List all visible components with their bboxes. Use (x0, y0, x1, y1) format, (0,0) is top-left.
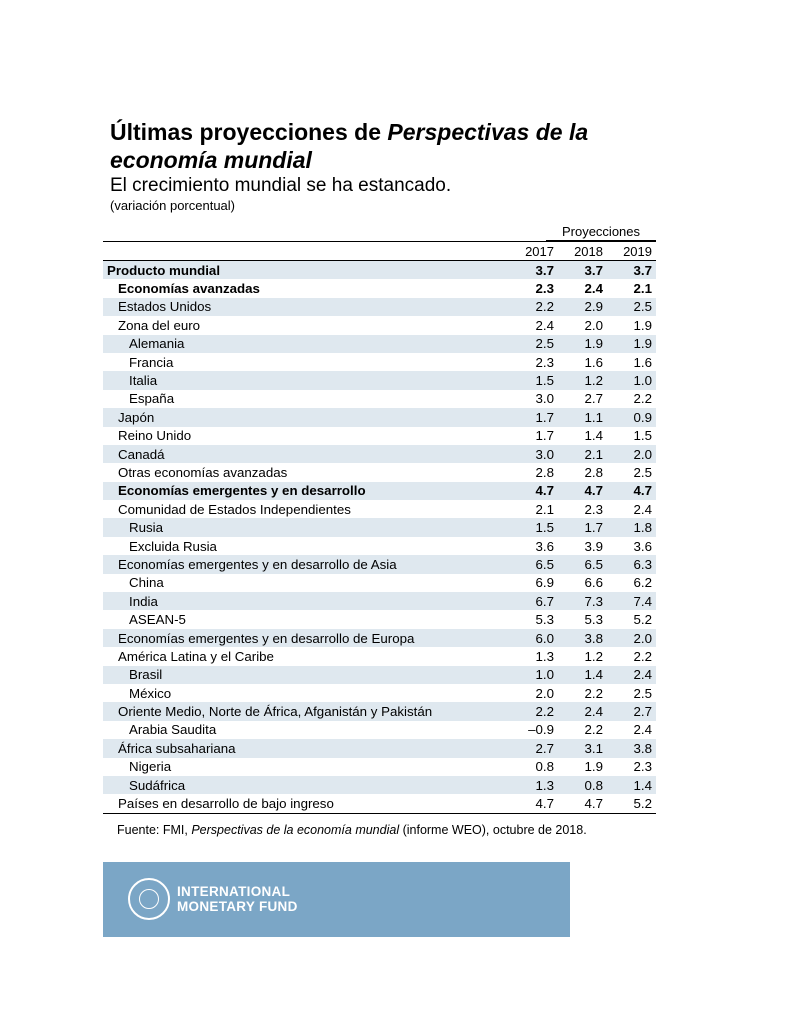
row-label: Excluida Rusia (129, 538, 217, 554)
row-value: 6.5 (584, 556, 603, 572)
row-value: 2.0 (633, 630, 652, 646)
row-value: 3.0 (535, 446, 554, 462)
row-value: 1.3 (535, 648, 554, 664)
row-value: 1.8 (633, 520, 652, 536)
row-label: Brasil (129, 667, 163, 683)
row-value: 2.4 (584, 281, 603, 297)
row-label: América Latina y el Caribe (118, 648, 274, 664)
source-italic: Perspectivas de la economía mundial (191, 823, 400, 837)
table-row (103, 537, 656, 555)
source-note (117, 823, 587, 837)
row-value: 1.9 (584, 759, 603, 775)
row-value: 2.5 (633, 464, 652, 480)
row-value: 4.7 (584, 483, 603, 499)
projections-label: Proyecciones (561, 224, 641, 239)
row-label: Canadá (118, 446, 165, 462)
row-value: 2.5 (633, 685, 652, 701)
row-value: 7.3 (584, 593, 603, 609)
row-label: Otras economías avanzadas (118, 464, 288, 480)
row-value: 1.5 (633, 428, 652, 444)
year-header: 2019 (623, 243, 652, 259)
row-label: Producto mundial (107, 262, 221, 278)
row-label: Oriente Medio, Norte de África, Afganistán y Pakistán (118, 704, 433, 720)
row-value: 0.8 (584, 777, 603, 793)
row-value: 6.5 (535, 556, 554, 572)
units-note: (variación porcentual) (110, 198, 236, 213)
row-label: Nigeria (129, 759, 172, 775)
row-label: México (129, 685, 172, 701)
imf-banner (103, 862, 570, 937)
year-header: 2018 (574, 243, 603, 259)
row-value: 6.7 (535, 593, 554, 609)
row-value: 5.2 (633, 796, 652, 812)
row-value: 6.6 (584, 575, 603, 591)
table-row (103, 610, 656, 628)
row-value: 2.4 (584, 704, 603, 720)
row-value: 1.9 (584, 336, 603, 352)
row-value: 1.4 (584, 428, 603, 444)
table-row (103, 298, 656, 316)
row-value: 1.9 (633, 336, 652, 352)
row-value: 2.4 (633, 722, 652, 738)
row-value: 1.6 (584, 354, 603, 370)
row-label: Alemania (129, 336, 185, 352)
row-value: 1.1 (584, 409, 603, 425)
row-label: Francia (129, 354, 174, 370)
row-value: 2.5 (633, 299, 652, 315)
row-label: Arabia Saudita (129, 722, 217, 738)
year-header-row (103, 241, 656, 260)
table-row (103, 408, 656, 426)
row-value: 2.0 (633, 446, 652, 462)
row-value: 5.3 (535, 612, 554, 628)
row-value: 3.9 (584, 538, 603, 554)
source-suffix: (informe WEO), octubre de 2018. (399, 823, 587, 837)
row-label: África subsahariana (118, 740, 236, 756)
title-italic-text: Perspectivas de la economía mundial (110, 119, 589, 173)
row-value: 1.2 (584, 648, 603, 664)
source-prefix: Fuente: FMI, (117, 823, 192, 837)
row-value: 2.2 (633, 648, 652, 664)
imf-logo-text (177, 884, 298, 914)
row-value: 1.4 (633, 777, 652, 793)
row-label: China (129, 575, 164, 591)
table-row (103, 592, 656, 610)
row-value: 2.2 (584, 722, 603, 738)
logo-line-2: MONETARY FUND (177, 899, 298, 914)
row-value: 4.7 (633, 483, 652, 499)
row-value: 2.2 (535, 704, 554, 720)
row-value: 2.0 (584, 317, 603, 333)
row-label: ASEAN-5 (129, 612, 186, 628)
table-row (103, 279, 656, 297)
table-row (103, 647, 656, 665)
row-label: Economías emergentes y en desarrollo de Asia (118, 556, 397, 572)
row-value: 2.3 (633, 759, 652, 775)
row-label: Economías avanzadas (118, 281, 260, 297)
table-row (103, 629, 656, 647)
row-value: 2.3 (535, 281, 554, 297)
row-label: Comunidad de Estados Independientes (118, 501, 351, 517)
table-row (103, 739, 656, 757)
row-value: 4.7 (535, 796, 554, 812)
row-label: Estados Unidos (118, 299, 212, 315)
row-value: 1.7 (535, 428, 554, 444)
row-value: 2.2 (584, 685, 603, 701)
page-title (110, 118, 670, 174)
row-label: Sudáfrica (129, 777, 186, 793)
row-value: 2.8 (535, 464, 554, 480)
row-value: 0.8 (535, 759, 554, 775)
row-value: 2.3 (584, 501, 603, 517)
table-row (103, 427, 656, 445)
row-value: 3.1 (584, 740, 603, 756)
table-row (103, 390, 656, 408)
title-text: Últimas proyecciones de (110, 119, 388, 145)
table-bottom-rule (103, 813, 656, 814)
table-row (103, 776, 656, 794)
table-body (103, 260, 656, 813)
table-row (103, 445, 656, 463)
row-value: 1.9 (633, 317, 652, 333)
table-row (103, 666, 656, 684)
row-value: 5.3 (584, 612, 603, 628)
row-value: –0.9 (528, 722, 554, 738)
table-row (103, 316, 656, 334)
row-value: 2.2 (633, 391, 652, 407)
row-value: 2.3 (535, 354, 554, 370)
table-row (103, 482, 656, 500)
row-value: 2.4 (633, 667, 652, 683)
year-header: 2017 (525, 243, 554, 259)
projections-table (103, 223, 656, 814)
row-value: 2.1 (584, 446, 603, 462)
table-row (103, 335, 656, 353)
row-value: 1.2 (584, 373, 603, 389)
row-value: 3.6 (535, 538, 554, 554)
row-value: 1.6 (633, 354, 652, 370)
row-value: 2.9 (584, 299, 603, 315)
row-value: 3.8 (633, 740, 652, 756)
row-value: 3.7 (535, 262, 554, 278)
row-value: 2.4 (633, 501, 652, 517)
row-value: 6.9 (535, 575, 554, 591)
row-value: 2.1 (633, 281, 652, 297)
row-value: 2.7 (535, 740, 554, 756)
row-label: India (129, 593, 158, 609)
row-value: 2.0 (535, 685, 554, 701)
row-value: 3.6 (633, 538, 652, 554)
row-label: Zona del euro (118, 317, 201, 333)
row-label: Países en desarrollo de bajo ingreso (118, 796, 334, 812)
row-value: 2.8 (584, 464, 603, 480)
row-value: 1.4 (584, 667, 603, 683)
table-row (103, 684, 656, 702)
row-value: 1.3 (535, 777, 554, 793)
row-label: Economías emergentes y en desarrollo (118, 483, 366, 499)
subtitle: El crecimiento mundial se ha estancado. (110, 175, 452, 196)
row-value: 5.2 (633, 612, 652, 628)
table-row (103, 518, 656, 536)
table-row (103, 758, 656, 776)
imf-seal-icon (128, 878, 170, 920)
row-value: 2.4 (535, 317, 554, 333)
table-row (103, 463, 656, 481)
table-row (103, 794, 656, 812)
row-value: 2.7 (633, 704, 652, 720)
row-value: 2.2 (535, 299, 554, 315)
row-label: Reino Unido (118, 428, 192, 444)
table-row (103, 371, 656, 389)
row-value: 7.4 (633, 593, 652, 609)
row-label: Economías emergentes y en desarrollo de Europa (118, 630, 415, 646)
table-row (103, 702, 656, 720)
row-value: 0.9 (633, 409, 652, 425)
logo-line-1: INTERNATIONAL (177, 884, 291, 899)
table-row (103, 574, 656, 592)
row-value: 4.7 (584, 796, 603, 812)
row-label: Rusia (129, 520, 163, 536)
row-value: 2.5 (535, 336, 554, 352)
row-value: 3.8 (584, 630, 603, 646)
table-row (103, 721, 656, 739)
table-row (103, 261, 656, 279)
row-value: 2.1 (535, 501, 554, 517)
row-value: 1.5 (535, 520, 554, 536)
table-row (103, 500, 656, 518)
table-row (103, 353, 656, 371)
row-value: 4.7 (535, 483, 554, 499)
row-value: 1.7 (584, 520, 603, 536)
row-value: 1.7 (535, 409, 554, 425)
projections-underline (546, 240, 656, 241)
row-value: 6.2 (633, 575, 652, 591)
row-value: 3.7 (633, 262, 652, 278)
row-value: 1.5 (535, 373, 554, 389)
row-value: 6.3 (633, 556, 652, 572)
table-row (103, 555, 656, 573)
row-value: 3.7 (584, 262, 603, 278)
row-value: 1.0 (633, 373, 652, 389)
row-value: 3.0 (535, 391, 554, 407)
projections-header (103, 223, 656, 241)
row-label: España (129, 391, 175, 407)
row-value: 2.7 (584, 391, 603, 407)
row-label: Japón (118, 409, 155, 425)
row-value: 6.0 (535, 630, 554, 646)
row-label: Italia (129, 373, 158, 389)
row-value: 1.0 (535, 667, 554, 683)
